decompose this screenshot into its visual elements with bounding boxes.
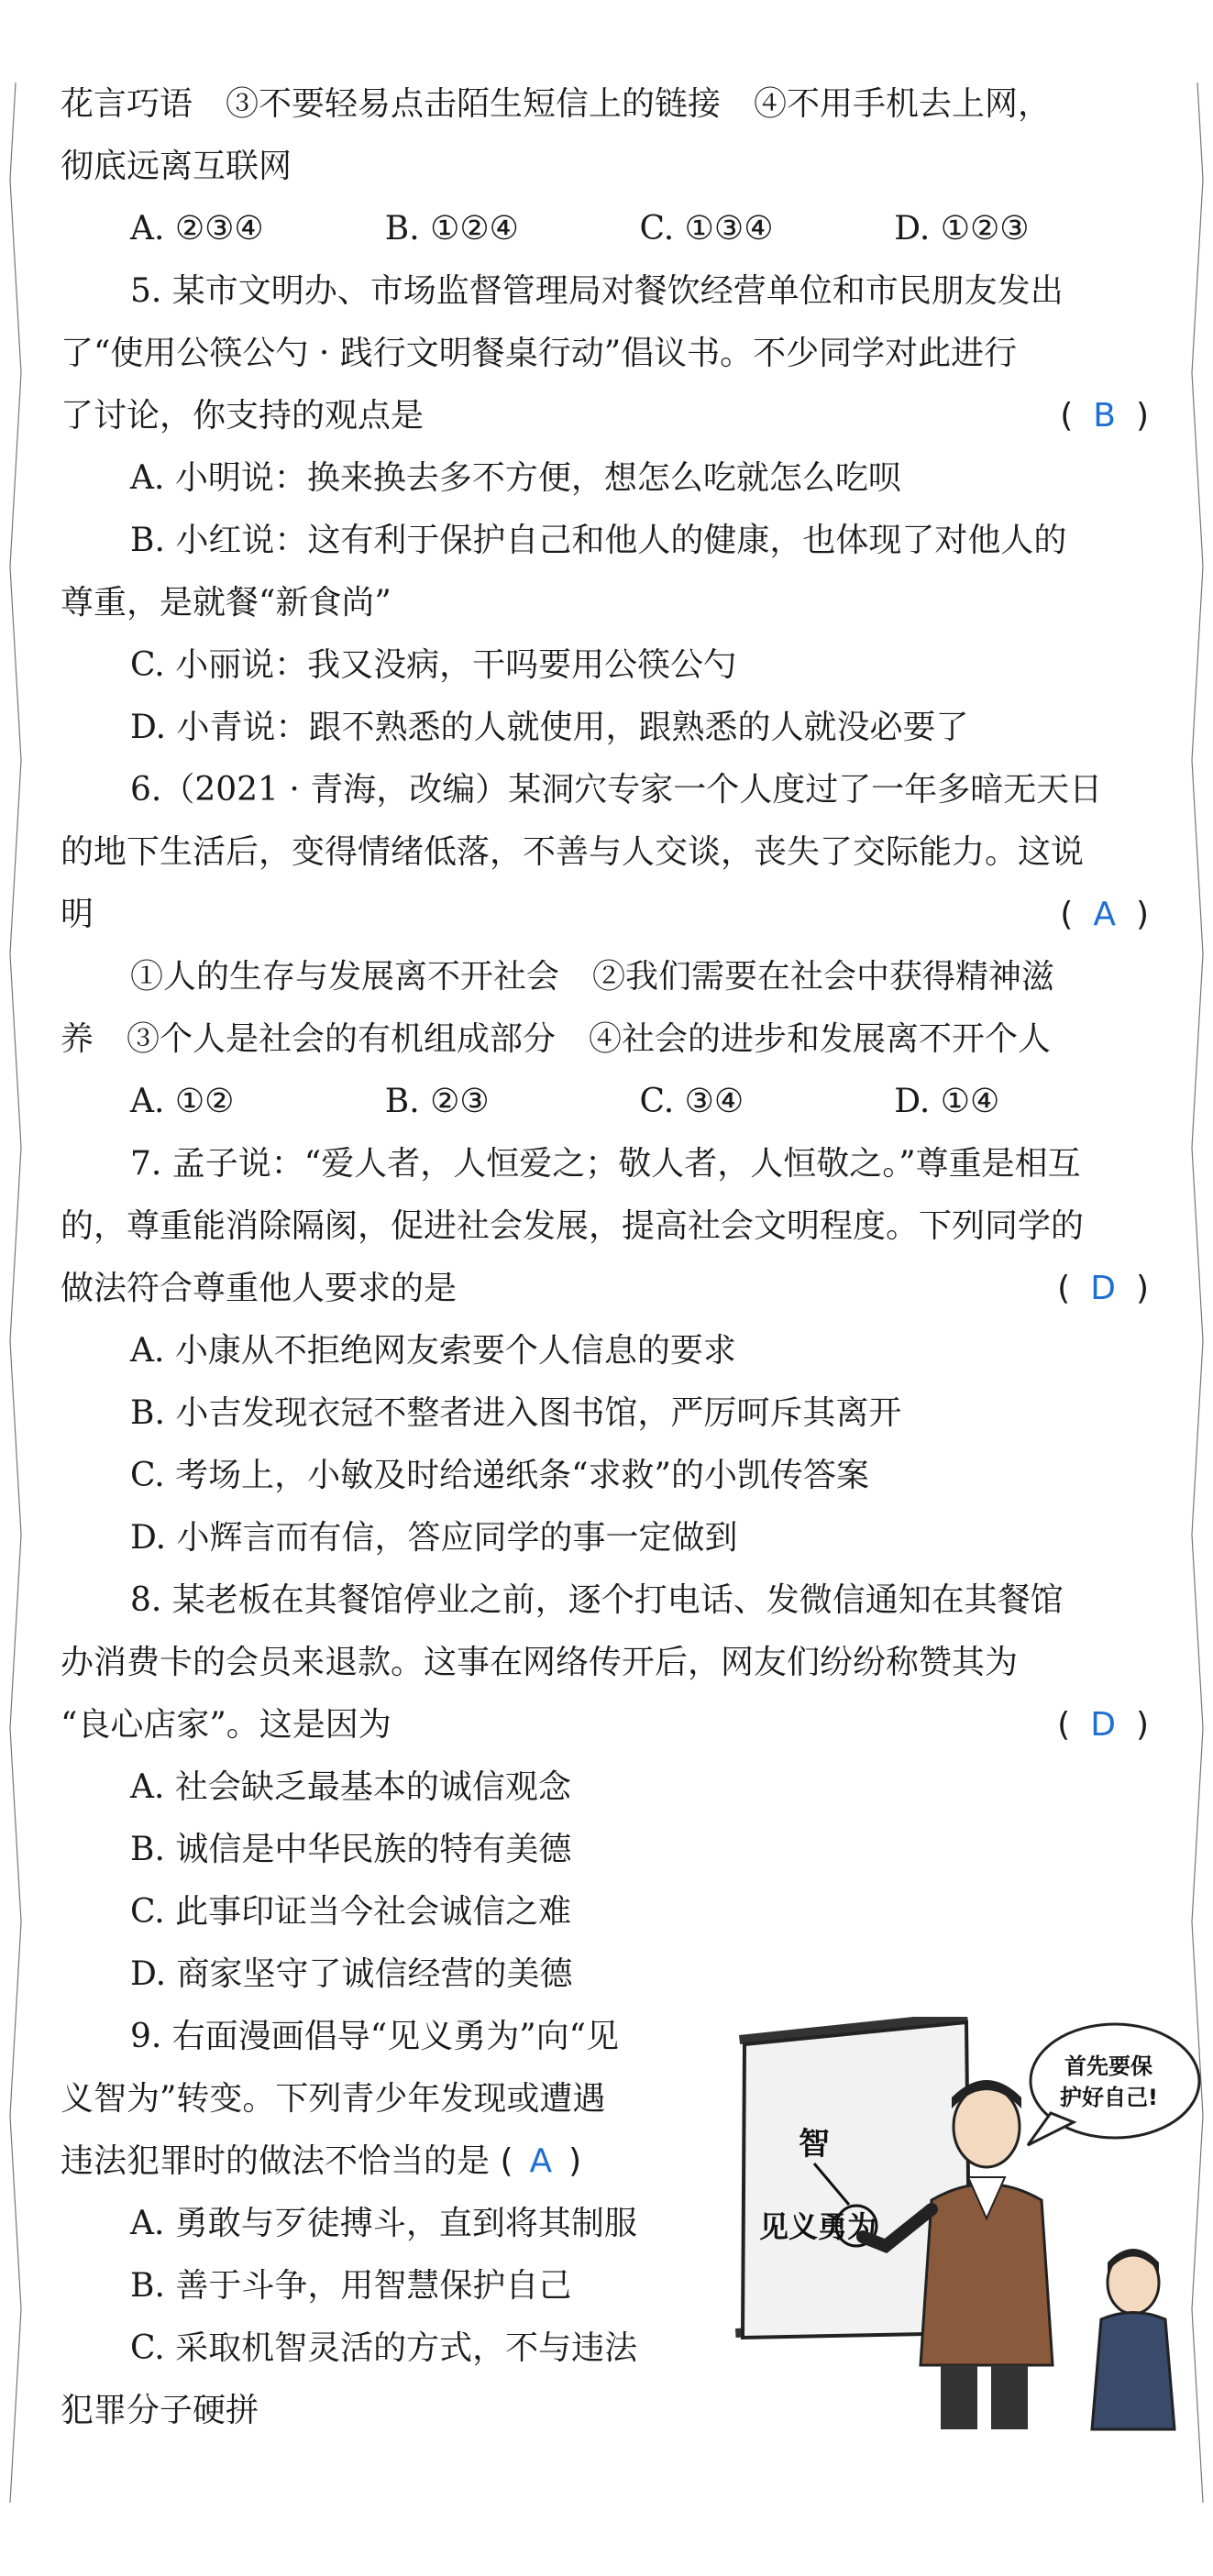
text-line: 花言巧语 ③不要轻易点击陌生短信上的链接 ④不用手机去上网，: [61, 85, 1052, 123]
left-decorative-border: [7, 83, 24, 2503]
q5-stem-last: 了讨论，你支持的观点是 ( B ): [61, 385, 1149, 447]
option-a: A. ②③④: [130, 210, 264, 248]
q7-stem-last: 做法符合尊重他人要求的是 ( D ): [61, 1258, 1149, 1320]
q5-option: D. 小青说：跟不熟悉的人就使用，跟熟悉的人就没必要了: [130, 709, 969, 746]
answer-letter: B: [1093, 397, 1116, 435]
q9-option: A. 勇敢与歹徒搏斗，直到将其制服: [130, 2205, 637, 2242]
q8-option: C. 此事印证当今社会诚信之难: [130, 1893, 572, 1931]
q6-stem: 的地下生活后，变得情绪低落，不善与人交谈，丧失了交际能力。这说: [61, 833, 1085, 871]
q5-option: B. 小红说：这有利于保护自己和他人的健康，也体现了对他人的: [130, 522, 1067, 559]
q5-stem: 了“使用公筷公勺 · 践行文明餐桌行动”倡议书。不少同学对此进行: [61, 335, 1018, 372]
q9-block: [61, 2006, 1158, 2442]
option-b: B. ②③: [384, 1083, 490, 1120]
q7-stem: 的，尊重能消除隔阂，促进社会发展，提高社会文明程度。下列同学的: [61, 1207, 1085, 1245]
option-b: B. ①②④: [384, 210, 519, 248]
answer-letter: D: [1090, 1270, 1116, 1307]
q9-option-cont: 犯罪分子硬拼: [61, 2392, 259, 2429]
q8-stem: 办消费卡的会员来退款。这事在网络传开后，网友们纷纷称赞其为: [61, 1644, 1019, 1681]
q9-stem: 义智为”转变。下列青少年发现或遭遇: [61, 2080, 606, 2118]
answer-bracket: ( A ): [500, 2142, 582, 2180]
q9-stem: 9. 右面漫画倡导“见义勇为”向“见: [130, 2018, 620, 2055]
q9-stem-last: 违法犯罪时的做法不恰当的是 ( A ): [61, 2142, 582, 2180]
q6-statement: ①人的生存与发展离不开社会 ②我们需要在社会中获得精神滋: [130, 958, 1055, 996]
answer-bracket: ( D ): [1057, 1270, 1149, 1307]
answer-bracket: ( D ): [1057, 1706, 1149, 1744]
child-figure: [1092, 2249, 1174, 2429]
worksheet-page: [61, 73, 1158, 2442]
answer-letter: D: [1090, 1706, 1116, 1744]
q7-option: B. 小吉发现衣冠不整者进入图书馆，严厉呵斥其离开: [130, 1394, 902, 1432]
answer-bracket: ( A ): [1060, 896, 1149, 933]
q5-option: C. 小丽说：我又没病，干吗要用公筷公勺: [130, 646, 737, 684]
speech-bubble: [1028, 2024, 1199, 2145]
q9-option: B. 善于斗争，用智慧保护自己: [130, 2267, 572, 2305]
option-c: C. ③④: [639, 1083, 744, 1120]
answer-bracket: ( B ): [1060, 397, 1149, 435]
q6-options: [61, 1071, 1149, 1133]
q8-option: B. 诚信是中华民族的特有美德: [130, 1831, 572, 1868]
q5-option: A. 小明说：换来换去多不方便，想怎么吃就怎么吃呗: [130, 459, 901, 497]
q8-option: A. 社会缺乏最基本的诚信观念: [130, 1768, 571, 1806]
board-top-label: 智: [799, 2126, 830, 2163]
q8-stem-last: “良心店家”。这是因为 ( D ): [61, 1694, 1149, 1756]
q8-stem: 8. 某老板在其餐馆停业之前，逐个打电话、发微信通知在其餐馆: [130, 1581, 1064, 1619]
q9-text: [61, 2006, 702, 2442]
answer-letter: A: [529, 2142, 553, 2180]
option-d: D. ①②③: [894, 210, 1030, 248]
q6-statement: 养 ③个人是社会的有机组成部分 ④社会的进步和发展离不开个人: [61, 1020, 1052, 1058]
q7-option: C. 考场上，小敏及时给递纸条“求救”的小凯传答案: [130, 1457, 869, 1494]
q4-options: [61, 198, 1149, 260]
option-d: D. ①④: [894, 1083, 1000, 1120]
q6-stem-last: 明 ( A ): [61, 884, 1149, 946]
q9-option: C. 采取机智灵活的方式，不与违法: [130, 2329, 638, 2367]
option-c: C. ①③④: [639, 210, 774, 248]
board-main-label: 见义勇为: [759, 2209, 877, 2244]
text-line: 彻底远离互联网: [61, 148, 292, 185]
q8-option: D. 商家坚守了诚信经营的美德: [130, 1955, 573, 1993]
q7-option: A. 小康从不拒绝网友索要个人信息的要求: [130, 1332, 736, 1370]
svg-text:首先要保: 首先要保: [1064, 2053, 1152, 2079]
answer-letter: A: [1093, 896, 1116, 933]
q5-stem: 5. 某市文明办、市场监督管理局对餐饮经营单位和市民朋友发出: [130, 272, 1064, 310]
q7-stem: 7. 孟子说：“爱人者，人恒爱之；敬人者，人恒敬之。”尊重是相互: [130, 1145, 1081, 1183]
q5-option-cont: 尊重，是就餐“新食尚”: [61, 584, 391, 622]
q6-stem: 6.（2021 · 青海，改编）某洞穴专家一个人度过了一年多暗无天日: [130, 771, 1103, 809]
q7-option: D. 小辉言而有信，答应同学的事一定做到: [130, 1519, 738, 1557]
option-a: A. ①②: [130, 1083, 235, 1120]
comic-illustration: [711, 2017, 1207, 2438]
svg-text:护好自己!: 护好自己!: [1060, 2085, 1158, 2110]
